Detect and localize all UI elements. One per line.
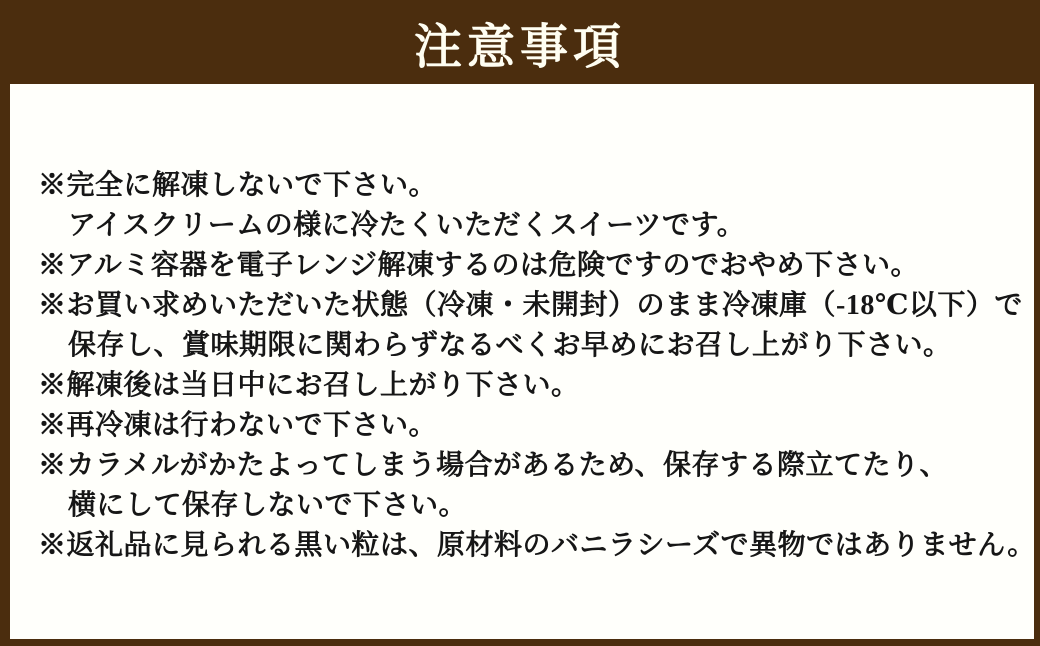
note-line: ※アルミ容器を電子レンジ解凍するのは危険ですのでおやめ下さい。 [38, 250, 919, 281]
note-line: ※完全に解凍しないで下さい。 [38, 170, 438, 201]
page-title: 注意事項 [413, 20, 626, 74]
note-line: アイスクリームの様に冷たくいただくスイーツです。 [68, 210, 746, 241]
note-line: ※再冷凍は行わないで下さい。 [38, 410, 438, 441]
note-line: ※解凍後は当日中にお召し上がり下さい。 [38, 370, 580, 401]
notice-panel [10, 84, 1034, 639]
note-line: ※お買い求めいただいた状態（冷凍・未開封）のまま冷凍庫（-18℃以下）で [38, 290, 1023, 321]
note-line: ※カラメルがかたよってしまう場合があるため、保存する際立てたり、 [38, 450, 949, 481]
notes-list [10, 84, 1034, 566]
note-line: 横にして保存しないで下さい。 [68, 490, 468, 521]
note-line: ※返礼品に見られる黒い粒は、原材料のバニラシーズで異物ではありません。 [38, 530, 1036, 561]
note-line: 保存し、賞味期限に関わらずなるべくお早めにお召し上がり下さい。 [68, 330, 952, 361]
notice-header [0, 0, 1040, 84]
